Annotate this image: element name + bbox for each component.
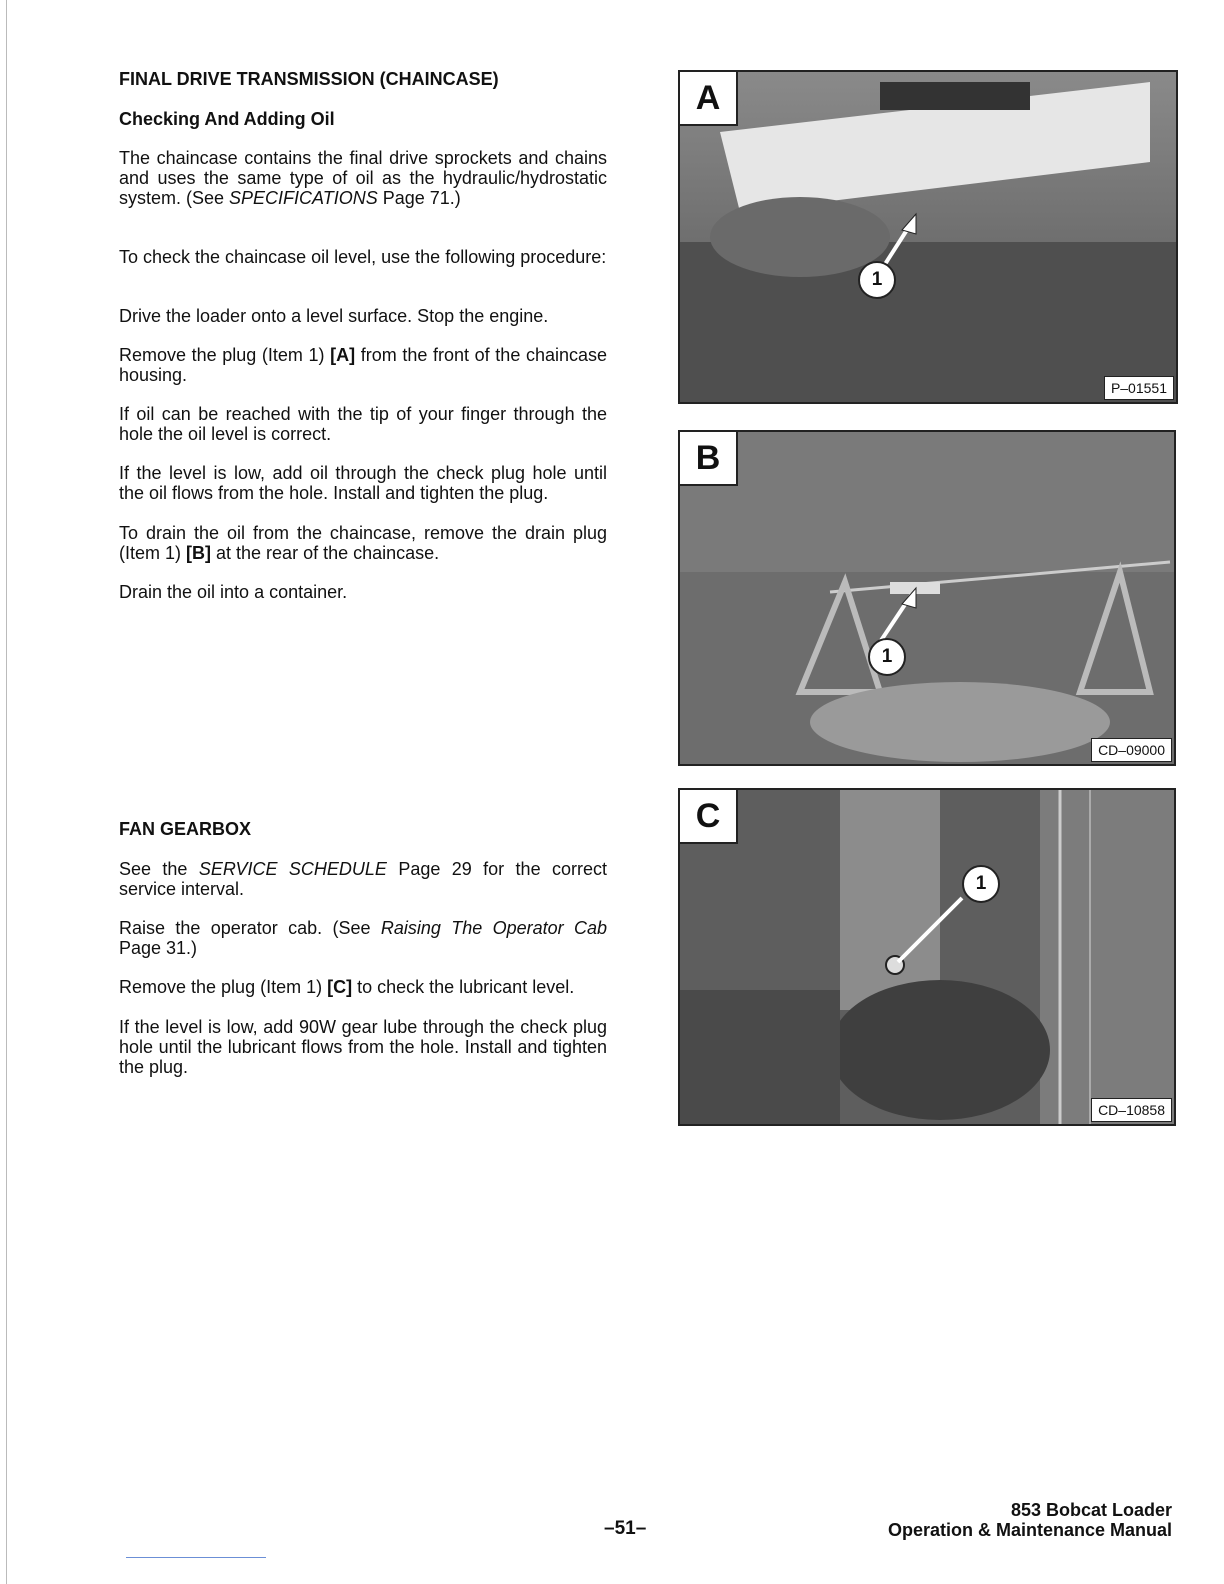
paragraph-add-oil: If the level is low, add oil through the check plug hole until the oil flows from the hole. Install and tighten the plug. — [119, 463, 607, 503]
service-schedule-reference[interactable]: SERVICE SCHEDULE — [198, 859, 387, 879]
paragraph-check-procedure: To check the chaincase oil level, use the following procedure: — [119, 247, 607, 267]
paragraph-service-schedule: See the SERVICE SCHEDULE Page 29 for the correct service interval. — [119, 859, 607, 899]
photo-a-id: P–01551 — [1104, 376, 1174, 400]
photo-b-label: B — [680, 432, 738, 486]
margin-rule — [6, 0, 7, 1584]
paragraph-chaincase-intro: The chaincase contains the final drive sprockets and chains and uses the same type of oil as the hydraulic/hydrostatic system. (See SPECIFICATIONS Page 71.) — [119, 148, 607, 208]
photo-a-image — [680, 72, 1176, 402]
manual-title-line1: 853 Bobcat Loader — [1010, 1500, 1172, 1520]
paragraph-remove-plug-a: Remove the plug (Item 1) [A] from the front of the chaincase housing. — [119, 345, 607, 385]
photo-a-callout: 1 — [858, 261, 896, 299]
photo-a — [678, 70, 1178, 404]
paragraph-raise-cab: Raise the operator cab. (See Raising The Operator Cab Page 31.) — [119, 918, 607, 958]
photo-c-id: CD–10858 — [1091, 1098, 1172, 1122]
section-title-fan-gearbox: FAN GEARBOX — [119, 819, 252, 839]
raising-cab-reference[interactable]: Raising The Operator Cab — [380, 918, 607, 938]
photo-b — [678, 430, 1176, 766]
photo-b-id: CD–09000 — [1091, 738, 1172, 762]
manual-title-line2: Operation & Maintenance Manual — [887, 1520, 1172, 1540]
paragraph-add-gear-lube: If the level is low, add 90W gear lube through the check plug hole until the lubricant flows from the hole. Install and tighten the plug. — [119, 1017, 607, 1077]
bottom-rule — [126, 1557, 266, 1558]
photo-b-image — [680, 432, 1174, 764]
specifications-reference[interactable]: SPECIFICATIONS — [229, 188, 378, 208]
photo-c — [678, 788, 1176, 1126]
photo-c-callout: 1 — [962, 865, 1000, 903]
paragraph-drive-loader: Drive the loader onto a level surface. Stop the engine. — [119, 306, 549, 326]
paragraph-finger-check: If oil can be reached with the tip of your finger through the hole the oil level is correct. — [119, 404, 607, 444]
photo-a-label: A — [680, 72, 738, 126]
paragraph-drain-container: Drain the oil into a container. — [119, 582, 348, 602]
page-number: –51– — [604, 1518, 647, 1539]
manual-title — [888, 1500, 1172, 1540]
paragraph-drain-plug-b: To drain the oil from the chaincase, remove the drain plug (Item 1) [B] at the rear of the chaincase. — [119, 523, 607, 563]
photo-c-image — [680, 790, 1174, 1124]
photo-c-label: C — [680, 790, 738, 844]
subsection-title-checking-oil: Checking And Adding Oil — [119, 109, 335, 129]
photo-b-callout: 1 — [868, 638, 906, 676]
paragraph-remove-plug-c: Remove the plug (Item 1) [C] to check the lubricant level. — [119, 977, 575, 997]
section-title-chaincase: FINAL DRIVE TRANSMISSION (CHAINCASE) — [119, 69, 499, 89]
